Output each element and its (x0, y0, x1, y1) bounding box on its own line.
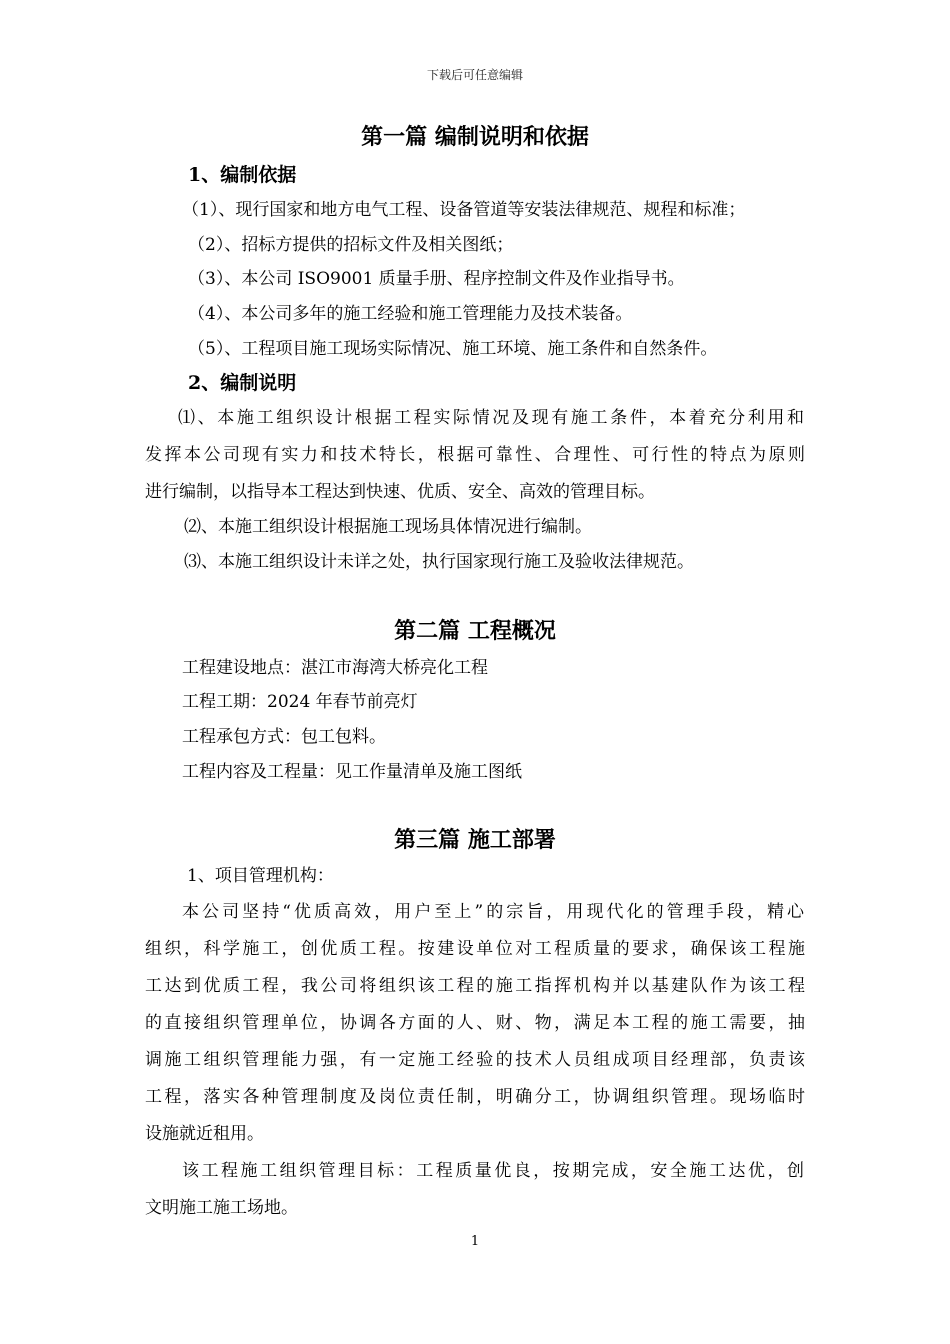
overview-contract-mode: 工程承包方式：包工包料。 (182, 727, 386, 747)
notes-para1-line2: 发挥本公司现有实力和技术特长，根据可靠性、合理性、可行性的特点为原则 (145, 445, 805, 465)
part3-title: 第三篇 施工部署 (394, 827, 556, 853)
notes-para1-line1: ⑴、本施工组织设计根据工程实际情况及现有施工条件，本着充分利用和 (178, 408, 804, 428)
notes-para3: ⑶、本施工组织设计未详之处，执行国家现行施工及验收法律规范。 (184, 552, 694, 572)
deployment-subheading: 1、项目管理机构： (187, 866, 334, 886)
notes-para2: ⑵、本施工组织设计根据施工现场具体情况进行编制。 (184, 517, 592, 537)
notes-para1-line3: 进行编制，以指导本工程达到快速、优质、安全、高效的管理目标。 (145, 482, 655, 502)
section-heading-basis: 1、编制依据 (188, 164, 297, 186)
overview-location: 工程建设地点：湛江市海湾大桥亮化工程 (182, 658, 488, 678)
part1-title: 第一篇 编制说明和依据 (361, 124, 589, 150)
deployment-para1-line7: 设施就近租用。 (145, 1124, 264, 1144)
basis-item-4: （4）、本公司多年的施工经验和施工管理能力及技术装备。 (188, 304, 633, 324)
deployment-para2-line2: 文明施工施工场地。 (145, 1198, 298, 1218)
basis-item-3: （3）、本公司 ISO9001 质量手册、程序控制文件及作业指导书。 (188, 269, 685, 289)
deployment-para1-line4: 的直接组织管理单位，协调各方面的人、财、物，满足本工程的施工需要，抽 (145, 1013, 805, 1033)
deployment-para1-line1: 本公司坚持“优质高效，用户至上”的宗旨，用现代化的管理手段，精心 (182, 902, 804, 922)
section-heading-notes: 2、编制说明 (188, 372, 297, 394)
page-number: 1 (470, 1234, 480, 1249)
deployment-para1-line2: 组织，科学施工，创优质工程。按建设单位对工程质量的要求，确保该工程施 (145, 939, 805, 959)
deployment-para1-line3: 工达到优质工程，我公司将组织该工程的施工指挥机构并以基建队作为该工程 (145, 976, 805, 996)
basis-item-1: （1）、现行国家和地方电气工程、设备管道等安装法律规范、规程和标准； (182, 200, 746, 220)
basis-item-2: （2）、招标方提供的招标文件及相关图纸； (188, 235, 514, 255)
basis-item-5: （5）、工程项目施工现场实际情况、施工环境、施工条件和自然条件。 (188, 339, 718, 359)
part2-title: 第二篇 工程概况 (394, 618, 556, 644)
deployment-para2-line1: 该工程施工组织管理目标：工程质量优良，按期完成，安全施工达优，创 (182, 1161, 804, 1181)
deployment-para1-line5: 调施工组织管理能力强，有一定施工经验的技术人员组成项目经理部，负责该 (145, 1050, 805, 1070)
deployment-para1-line6: 工程，落实各种管理制度及岗位责任制，明确分工，协调组织管理。现场临时 (145, 1087, 805, 1107)
overview-scope: 工程内容及工程量：见工作量清单及施工图纸 (182, 762, 522, 782)
overview-duration: 工程工期：2024 年春节前亮灯 (182, 692, 418, 712)
header-note: 下载后可任意编辑 (426, 68, 523, 82)
